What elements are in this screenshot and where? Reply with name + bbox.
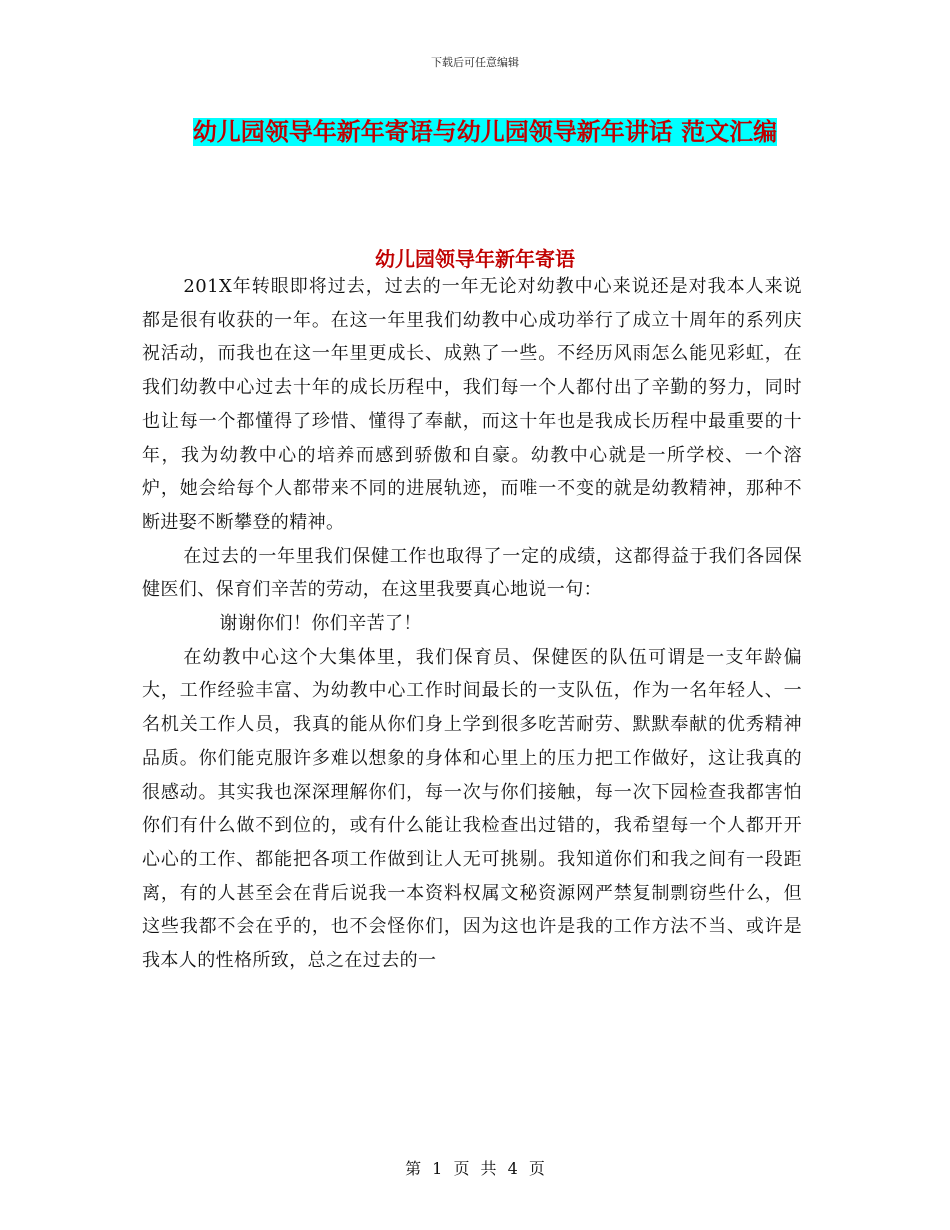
body-paragraph: 201X年转眼即将过去，过去的一年无论对幼教中心来说还是对我本人来说都是很有收获的一年。在这一年里我们幼教中心成功举行了成立十周年的系列庆祝活动，而我也在这一年里更成长、成熟了一些。不经历风雨怎么能见彩虹，在我们幼教中心过去十年的成长历程中，我们每一个人都付出了辛勤的努力，同时也让每一个都懂得了珍惜、懂得了奉献，而这十年也是我成长历程中最重要的十年，我为幼教中心的培养而感到骄傲和自豪。幼教中心就是一所学校、一个溶炉，她会给每个人都带来不同的进展轨迹，而唯一不变的就是幼教精神，那种不断进娶不断攀登的精神。 — [142, 276, 802, 533]
page-number-footer: 第 1 页 共 4 页 — [405, 1159, 545, 1178]
document-title: 幼儿园领导年新年寄语与幼儿园领导新年讲话 范文汇编 — [192, 118, 778, 146]
section-subtitle: 幼儿园领导年新年寄语 — [375, 247, 575, 271]
document-body — [142, 270, 802, 978]
document-title-block — [140, 110, 830, 157]
thanks-line: 谢谢你们！你们辛苦了！ — [219, 613, 422, 635]
body-paragraph: 在幼教中心这个大集体里，我们保育员、保健医的队伍可谓是一支年龄偏大，工作经验丰富、为幼教中心工作时间最长的一支队伍，作为一名年轻人、一名机关工作人员，我真的能从你们身上学到很多吃苦耐劳、默默奉献的优秀精神品质。你们能克服许多难以想象的身体和心里上的压力把工作做好，这让我真的很感动。其实我也深深理解你们，每一次与你们接触，每一次下园检查我都害怕你们有什么做不到位的，或有什么能让我检查出过错的，我希望每一个人都开开心心的工作、都能把各项工作做到让人无可挑剔。我知道你们和我之间有一段距离，有的人甚至会在背后说我一本资料权属文秘资源网严禁复制剽窃些什么，但这些我都不会在乎的，也不会怪你们，因为这也许是我的工作方法不当、或许是我本人的性格所致，总之在过去的一 — [142, 646, 802, 972]
body-paragraph: 在过去的一年里我们保健工作也取得了一定的成绩，这都得益于我们各园保健医们、保育们辛苦的劳动，在这里我要真心地说一句： — [142, 545, 802, 601]
page-header-note: 下载后可任意编辑 — [431, 56, 519, 69]
